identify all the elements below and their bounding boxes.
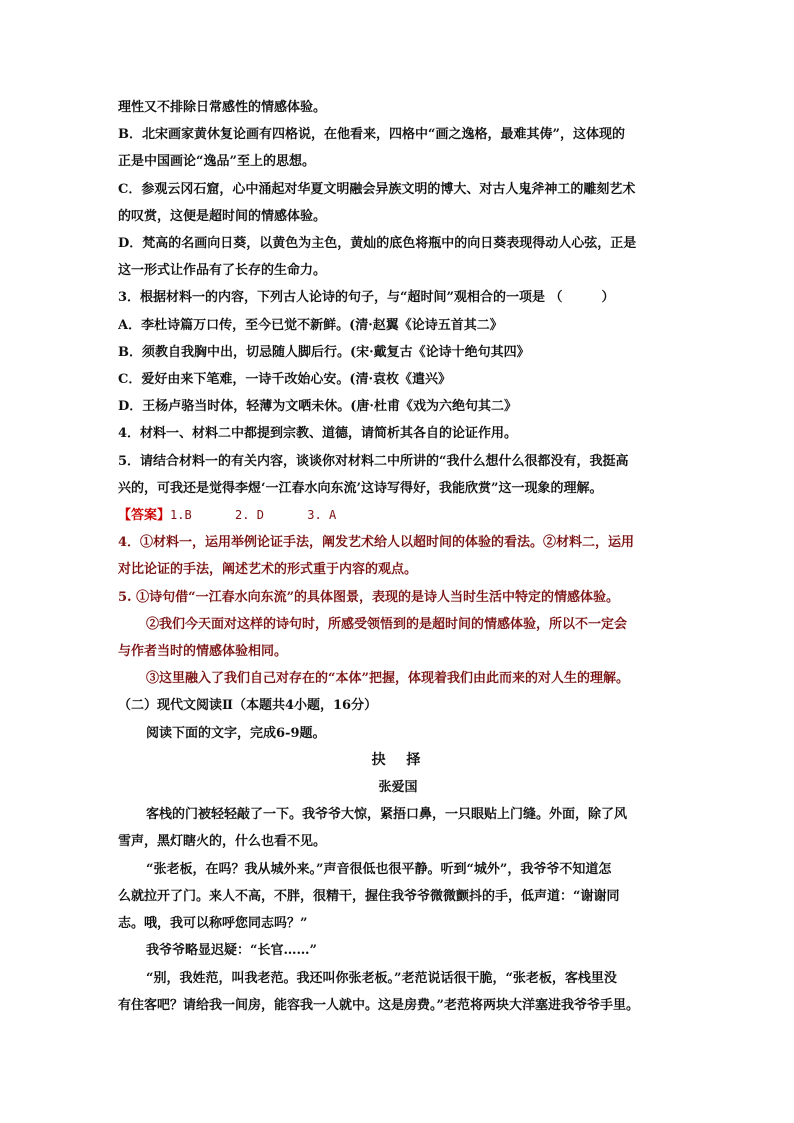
story-paragraph-continued: 志。哦，我可以称呼您同志吗？” — [118, 916, 308, 932]
document-body — [118, 94, 678, 1019]
story-paragraph: 我爷爷略显迟疑：“长官……” — [146, 943, 317, 959]
option-c-line: C．参观云冈石窟，心中涌起对华夏文明融会异族文明的博大、对古人鬼斧神工的雕刻艺术 — [118, 181, 636, 197]
story-paragraph-continued: 么就拉开了门。来人不高，不胖，很精干，握住我爷爷微微颤抖的手，低声道：“谢谢同 — [118, 888, 620, 904]
question-3-option-a: A．李杜诗篇万口传，至今已觉不新鲜。(清·赵翼《论诗五首其二》 — [118, 317, 503, 333]
question-3-option-b: B．须教自我胸中出，切忌随人脚后行。(宋·戴复古《论诗十绝句其四》 — [118, 344, 530, 360]
answer-4: 4．①材料一，运用举例论证手法，阐发艺术给人以超时间的体验的看法。②材料二，运用 — [118, 535, 635, 551]
answer-5-point-3: ③这里融入了我们自己对存在的“本体”把握，体现着我们由此而来的对人生的理解。 — [146, 671, 629, 687]
section-heading: （二）现代文阅读Ⅱ（本题共4小题，16分） — [118, 698, 378, 714]
answer-5-point-2: ②我们今天面对这样的诗句时，所感受领悟到的是超时间的情感体验，所以不一定会 — [146, 616, 628, 632]
story-paragraph-continued: 有住客吧？请给我一间房，能容我一人就中。这是房费。”老范将两块大洋塞进我爷爷手里。 — [118, 997, 639, 1013]
answer-line — [118, 502, 678, 529]
question-5-continued: 兴的，可我还是觉得李煜‘一江春水向东流’这诗写得好，我能欣赏”这一现象的理解。 — [118, 480, 603, 496]
question-4: 4．材料一、材料二中都提到宗教、道德，请简析其各自的论证作用。 — [118, 426, 518, 442]
text-line: 这一形式让作品有了长存的生命力。 — [118, 263, 327, 279]
answer-5-point-1: 5. ①诗句借“一江春水向东流”的具体图景，表现的是诗人当时生活中特定的情感体验。 — [118, 589, 620, 605]
story-title: 抉 择 — [371, 751, 429, 768]
reading-instruction: 阅读下面的文字，完成6-9题。 — [146, 725, 326, 741]
story-paragraph-continued: 雪声，黑灯瞎火的，什么也看不见。 — [118, 834, 327, 850]
answer-4-continued: 对比论证的手法，阐述艺术的形式重于内容的观点。 — [118, 562, 418, 578]
answer-label: 【答案】 — [118, 508, 171, 524]
option-d-line: D．梵高的名画向日葵，以黄色为主色，黄灿的底色将瓶中的向日葵表现得动人心弦，正是 — [118, 236, 637, 252]
answer-values: 1.B 2. D 3. A — [170, 508, 337, 523]
text-line: 理性又不排除日常感性的情感体验。 — [118, 100, 327, 115]
text-line: 正是中国画论“逸品”至上的思想。 — [118, 154, 315, 170]
story-paragraph: “别，我姓范，叫我老范。我还叫你张老板。”老范说话很干脆，“张老板，客栈里没 — [146, 970, 617, 986]
story-paragraph: 客栈的门被轻轻敲了一下。我爷爷大惊，紧捂口鼻，一只眼贴上门缝。外面，除了风 — [146, 807, 628, 823]
text-line: 的叹赏，这便是超时间的情感体验。 — [118, 208, 327, 224]
story-paragraph: “张老板，在吗？我从城外来。”声音很低也很平静。听到“城外”，我爷爷不知道怎 — [146, 861, 612, 877]
answer-5-point-2-continued: 与作者当时的情感体验相同。 — [118, 644, 288, 660]
question-5: 5．请结合材料一的有关内容，谈谈你对材料二中所讲的“我什么想什么很都没有，我挺高 — [118, 453, 629, 469]
story-author: 张爱国 — [378, 780, 418, 796]
option-b-line: B．北宋画家黄休复论画有四格说，在他看来，四格中“画之逸格，最难其俦”，这体现的 — [118, 127, 625, 143]
question-3-option-d: D．王杨卢骆当时体，轻薄为文哂未休。(唐·杜甫《戏为六绝句其二》 — [118, 399, 517, 415]
question-3: 3．根据材料一的内容，下列古人论诗的句子，与“超时间”观相合的一项是 （ ） — [118, 290, 615, 306]
question-3-option-c: C．爱好由来下笔难，一诗千改始心安。(清·袁枚《遣兴》 — [118, 372, 452, 388]
story-title-wrap — [118, 747, 678, 774]
